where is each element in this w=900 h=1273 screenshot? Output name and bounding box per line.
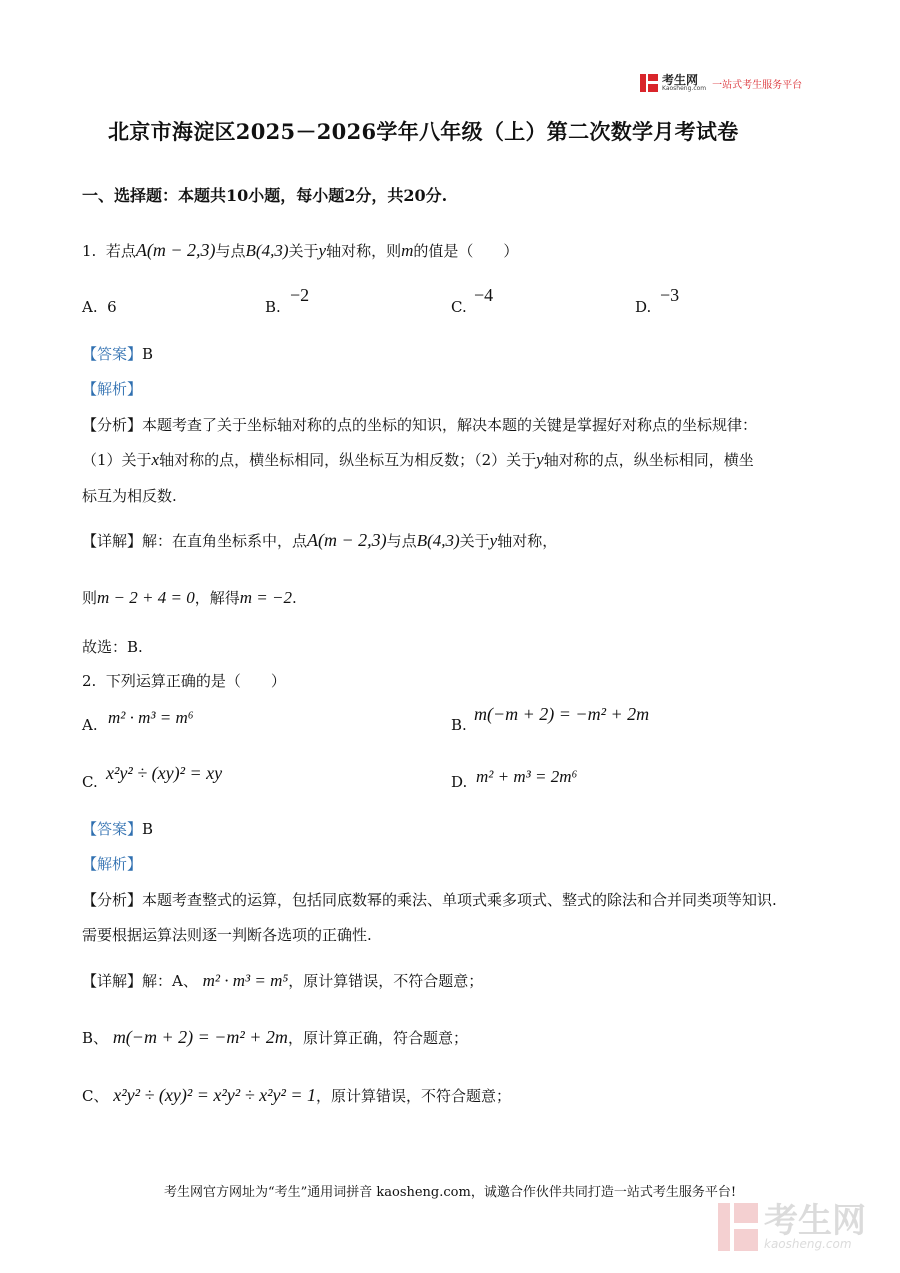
math-point-b: B(4,3)	[245, 241, 289, 260]
q1-option-b-label: B.	[265, 298, 281, 316]
q1-rule-line1: （1）关于x轴对称的点，横坐标相同，纵坐标互为相反数；（2）关于y轴对称的点，纵坐标相同，横坐	[82, 450, 754, 469]
q1-option-c-value: −4	[474, 285, 494, 305]
question-2-stem: 2. 下列运算正确的是（ ）	[82, 672, 286, 690]
q1-fenxi: 【分析】本题考查了关于坐标轴对称的点的坐标的知识，解决本题的关键是掌握好对称点的坐标规律：	[82, 416, 758, 434]
question-number: 1.	[82, 242, 97, 260]
watermark-logo-icon	[718, 1203, 758, 1251]
question-1-stem: 1. 若点A(m − 2,3)与点B(4,3)关于y轴对称，则m的值是（ ）	[82, 240, 519, 260]
q1-choice: 故选：B.	[82, 638, 143, 656]
q2-option-b-value: m(−m + 2) = −m² + 2m	[474, 704, 650, 724]
q2-option-c-label: C.	[82, 773, 98, 791]
q1-solve: 则m − 2 + 4 = 0，解得m = −2.	[82, 588, 297, 607]
q1-option-b-value: −2	[290, 285, 310, 305]
q2-fenxi-line2: 需要根据运算法则逐一判断各选项的正确性.	[82, 926, 372, 944]
q2-option-d-label: D.	[451, 773, 468, 791]
q2-option-d-value: m² + m³ = 2m⁶	[476, 767, 578, 786]
header-logo	[640, 72, 802, 94]
section-heading: 一、选择题：本题共10小题，每小题2分，共20分.	[82, 186, 448, 205]
q2-analysis-tag: 【解析】	[82, 855, 143, 873]
watermark-domain: kaosheng.com	[764, 1237, 852, 1251]
q2-option-a-label: A.	[82, 716, 98, 734]
q2-fenxi-line1: 【分析】本题考查整式的运算，包括同底数幂的乘法、单项式乘多项式、整式的除法和合并同类项等知识.	[82, 891, 777, 909]
q1-option-d-label: D.	[635, 298, 652, 316]
q2-option-c-value: x²y² ÷ (xy)² = xy	[106, 763, 223, 783]
header-slogan: 一站式考生服务平台	[712, 79, 803, 91]
q2-detail-c: C、 x²y² ÷ (xy)² = x²y² ÷ x²y² = 1，原计算错误，不符合题意；	[82, 1085, 512, 1105]
watermark	[718, 1203, 866, 1251]
q1-option-d-value: −3	[660, 285, 680, 305]
logo-domain: Kaosheng.com	[662, 85, 707, 92]
q1-option-a: A. 6	[82, 298, 117, 316]
math-point-a: A(m − 2,3)	[135, 240, 216, 260]
q1-answer: 【答案】B	[82, 345, 154, 363]
q1-detail: 【详解】解：在直角坐标系中，点A(m − 2,3)与点B(4,3)关于y轴对称，	[82, 530, 558, 550]
q1-analysis-tag: 【解析】	[82, 380, 143, 398]
q2-option-a-value: m² · m³ = m⁶	[108, 708, 194, 727]
page-title: 北京市海淀区2025－2026学年八年级（上）第二次数学月考试卷	[108, 119, 739, 144]
q2-option-b-label: B.	[451, 716, 467, 734]
logo-icon	[640, 74, 658, 92]
q2-detail-a: 【详解】解：A、 m² · m³ = m⁵，原计算错误，不符合题意；	[82, 971, 484, 990]
logo-name: 考生网	[662, 73, 699, 87]
q2-detail-b: B、 m(−m + 2) = −m² + 2m，原计算正确，符合题意；	[82, 1027, 468, 1047]
watermark-name: 考生网	[764, 1201, 866, 1241]
q1-rule-line2: 标互为相反数.	[82, 487, 177, 505]
q2-answer: 【答案】B	[82, 820, 154, 838]
page-footer: 考生网官方网址为“考生”通用词拼音 kaosheng.com，诚邀合作伙伴共同打造一站式考生服务平台!	[163, 1185, 737, 1200]
q1-option-c-label: C.	[451, 298, 467, 316]
